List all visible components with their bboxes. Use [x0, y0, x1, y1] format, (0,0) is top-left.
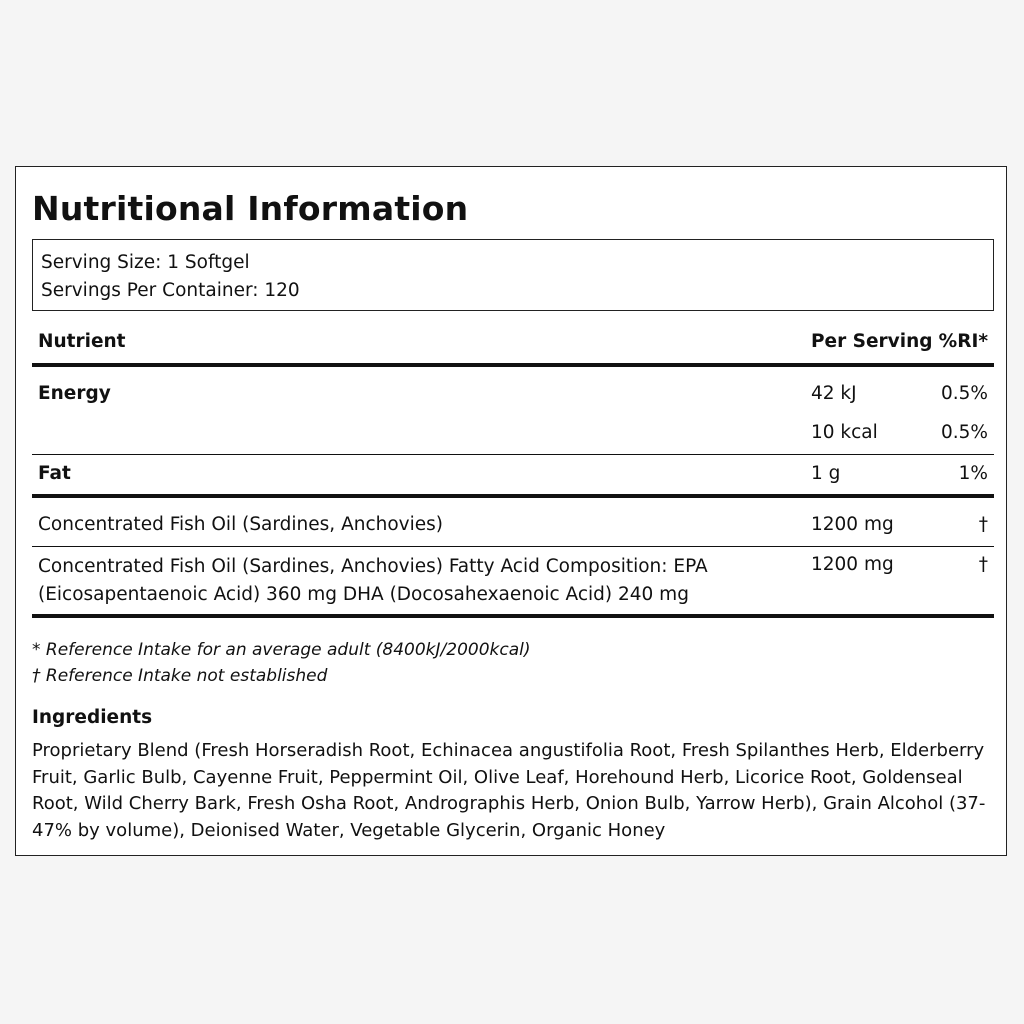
fat-value: 1 g	[811, 463, 841, 484]
serving-info-box	[32, 239, 994, 311]
table-bottom-divider	[32, 614, 994, 618]
table-header-row	[32, 331, 994, 361]
ingredients-text: Proprietary Blend (Fresh Horseradish Root, Echinacea angustifolia Root, Fresh Spilanthes Herb, Elderberry Fruit, Garlic Bulb, Cayenne Fruit, Peppermint Oil, Olive Leaf, Horehound Herb, Licorice Root, Goldenseal Root, Wild Cherry Bark, Fresh Osha Root, Andrographis Herb, Onion Bulb, Yarrow Herb), Grain Alcohol (37-47% by volume), Deionised Water, Vegetable Glycerin, Organic Honey	[32, 740, 986, 841]
table-row-fish-oil-composition	[32, 553, 994, 613]
footnotes	[32, 637, 531, 689]
nutrition-panel	[15, 166, 1007, 856]
energy-kj-value: 42 kJ	[811, 383, 857, 404]
table-row-fish-oil	[32, 514, 994, 544]
row-divider	[32, 546, 994, 547]
header-ri: %RI*	[938, 331, 988, 352]
energy-kcal-ri: 0.5%	[941, 422, 988, 443]
footnote-reference-intake: * Reference Intake for an average adult (8400kJ/2000kcal)	[32, 640, 531, 660]
energy-kcal-value: 10 kcal	[811, 422, 878, 443]
header-nutrient: Nutrient	[38, 331, 126, 352]
fish-oil-composition-value: 1200 mg	[811, 554, 894, 575]
header-per-serving: Per Serving	[811, 331, 933, 352]
table-row-energy-kj	[32, 383, 994, 413]
row-divider	[32, 454, 994, 455]
page-title: Nutritional Information	[32, 189, 469, 228]
fish-oil-ri: †	[978, 514, 988, 535]
table-row-energy-kcal	[32, 422, 994, 452]
serving-size: Serving Size: 1 Softgel	[41, 252, 250, 273]
energy-kj-ri: 0.5%	[941, 383, 988, 404]
header-divider	[32, 363, 994, 367]
section-divider	[32, 494, 994, 498]
nutrient-name-energy: Energy	[38, 383, 111, 404]
fat-ri: 1%	[958, 463, 988, 484]
table-row-fat	[32, 463, 994, 493]
fish-oil-value: 1200 mg	[811, 514, 894, 535]
servings-per-container: Servings Per Container: 120	[41, 280, 300, 301]
nutrient-name-fish-oil-composition: Concentrated Fish Oil (Sardines, Anchovies) Fatty Acid Composition: EPA (Eicosapentaenoic Acid) 360 mg DHA (Docosahexaenoic Acid) 240 mg	[38, 556, 708, 605]
nutrient-name-fat: Fat	[38, 463, 71, 484]
ingredients-heading: Ingredients	[32, 707, 153, 728]
nutrient-name-fish-oil: Concentrated Fish Oil (Sardines, Anchovies)	[38, 514, 443, 535]
footnote-not-established: † Reference Intake not established	[32, 666, 328, 686]
fish-oil-composition-ri: †	[978, 554, 988, 575]
